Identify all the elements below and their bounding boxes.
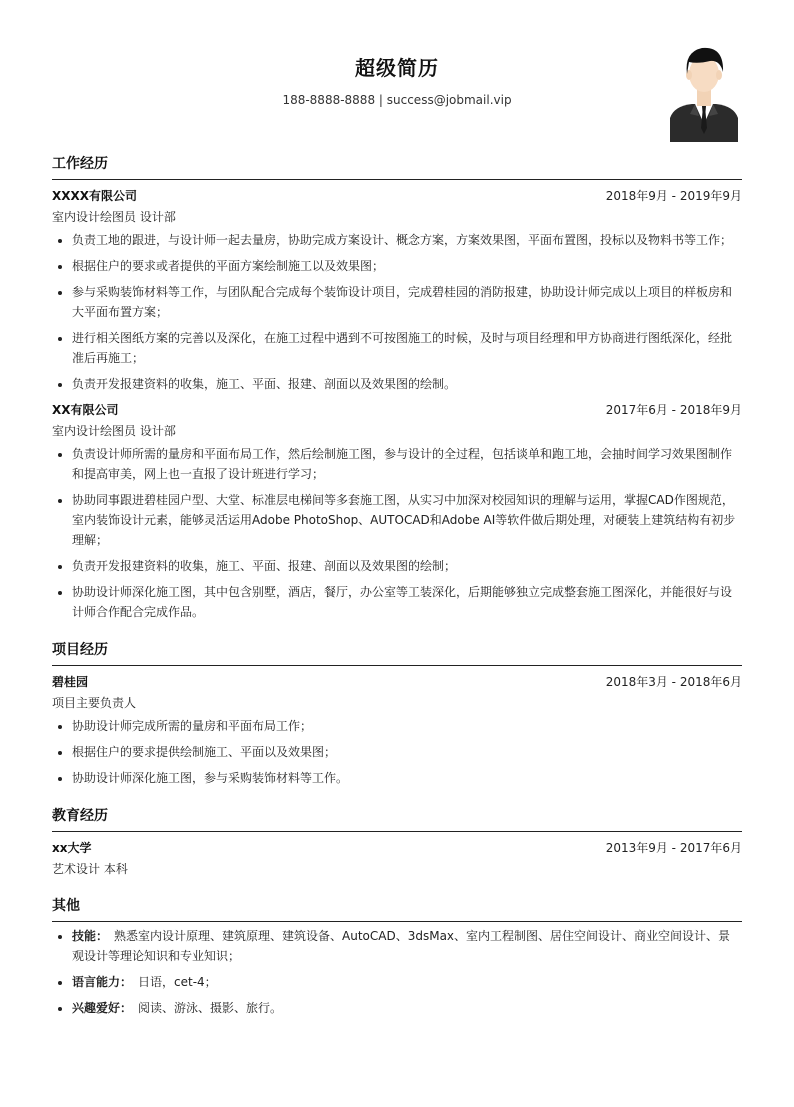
avatar [668,44,740,142]
work-section [52,150,742,622]
project-list [52,716,742,788]
list-item: • 负责工地的跟进，与设计师一起去量房，协助完成方案设计、概念方案，方案效果图，平面布置图，投标以及物料书等工作； [72,230,742,250]
language-label: 语言能力： [72,975,133,989]
list-item: • 协助设计师深化施工图，其中包含别墅，酒店，餐厅，办公室等工装深化，后期能够独立完成整套施工图深化，并能很好与设计师合作配合完成作品。 [72,582,742,622]
project-entry-head [52,673,742,691]
duty-list [52,230,742,394]
other-list [52,926,742,1018]
list-item: • 协助设计师完成所需的量房和平面布局工作； [72,716,742,736]
company-name: XX有限公司 [52,403,119,417]
language-text: 日语，cet-4； [138,975,217,989]
school-name: xx大学 [52,841,92,855]
other-section [52,892,742,1018]
job-title: 室内设计绘图员 设计部 [52,210,176,224]
list-item [72,972,742,992]
major: 艺术设计 本科 [52,862,128,876]
section-title-project: 项目经历 [52,636,742,666]
list-item: • 进行相关图纸方案的完善以及深化，在施工过程中遇到不可按图施工的时候，及时与项目经理和甲方协商进行图纸深化，经批准后再施工； [72,328,742,368]
education-section [52,802,742,878]
project-name: 碧桂园 [52,675,89,689]
resume-name: 超级简历 [355,56,439,80]
section-title-work: 工作经历 [52,150,742,180]
list-item: • 协助设计师深化施工图，参与采购装饰材料等工作。 [72,768,742,788]
hobby-text: 阅读、游泳、摄影、旅行。 [138,1001,283,1015]
date-range: 2018年9月 - 2019年9月 [605,189,742,203]
list-item [72,926,742,966]
project-section [52,636,742,788]
date-range: 2018年3月 - 2018年6月 [605,675,742,689]
job-title: 室内设计绘图员 设计部 [52,424,176,438]
list-item: • 协助同事跟进碧桂园户型、大堂、标准层电梯间等多套施工图，从实习中加深对校园知识的理解与运用，掌握CAD作图规范，室内装饰设计元素，能够灵活运用Adobe PhotoShop、AUTOCAD和Adobe AI等软件做后期处理，对硬装上建筑结构有初步理解； [72,490,742,550]
duty-list [52,444,742,622]
list-item: • 负责开发报建资料的收集，施工、平面、报建、剖面以及效果图的绘制； [72,556,742,576]
list-item: • 根据住户的要求提供绘制施工、平面以及效果图； [72,742,742,762]
hobby-label: 兴趣爱好： [72,1001,133,1015]
skill-text: 熟悉室内设计原理、建筑原理、建筑设备、AutoCAD、3dsMax、室内工程制图、居住空间设计、商业空间设计、景观设计等理论知识和专业知识； [72,929,731,963]
date-range: 2013年9月 - 2017年6月 [605,841,742,855]
education-entry-head [52,839,742,857]
work-entry-head [52,187,742,205]
work-entry-head [52,401,742,419]
list-item: • 参与采购装饰材料等工作，与团队配合完成每个装饰设计项目，完成碧桂园的消防报建，协助设计师完成以上项目的样板房和大平面布置方案； [72,282,742,322]
list-item: • 负责开发报建资料的收集，施工、平面、报建、剖面以及效果图的绘制。 [72,374,742,394]
list-item: • 根据住户的要求或者提供的平面方案绘制施工以及效果图； [72,256,742,276]
date-range: 2017年6月 - 2018年9月 [605,403,742,417]
company-name: XXXX有限公司 [52,189,138,203]
list-item [72,998,742,1018]
list-item: • 负责设计师所需的量房和平面布局工作，然后绘制施工图，参与设计的全过程，包括谈单和跑工地，会抽时间学习效果图制作和提高审美，网上也一直报了设计班进行学习； [72,444,742,484]
project-role: 项目主要负责人 [52,696,137,710]
resume-content [52,150,742,1032]
contact-info: 188-8888-8888 | success@jobmail.vip [282,93,512,107]
skill-label: 技能： [72,929,109,943]
section-title-education: 教育经历 [52,802,742,832]
section-title-other: 其他 [52,892,742,922]
